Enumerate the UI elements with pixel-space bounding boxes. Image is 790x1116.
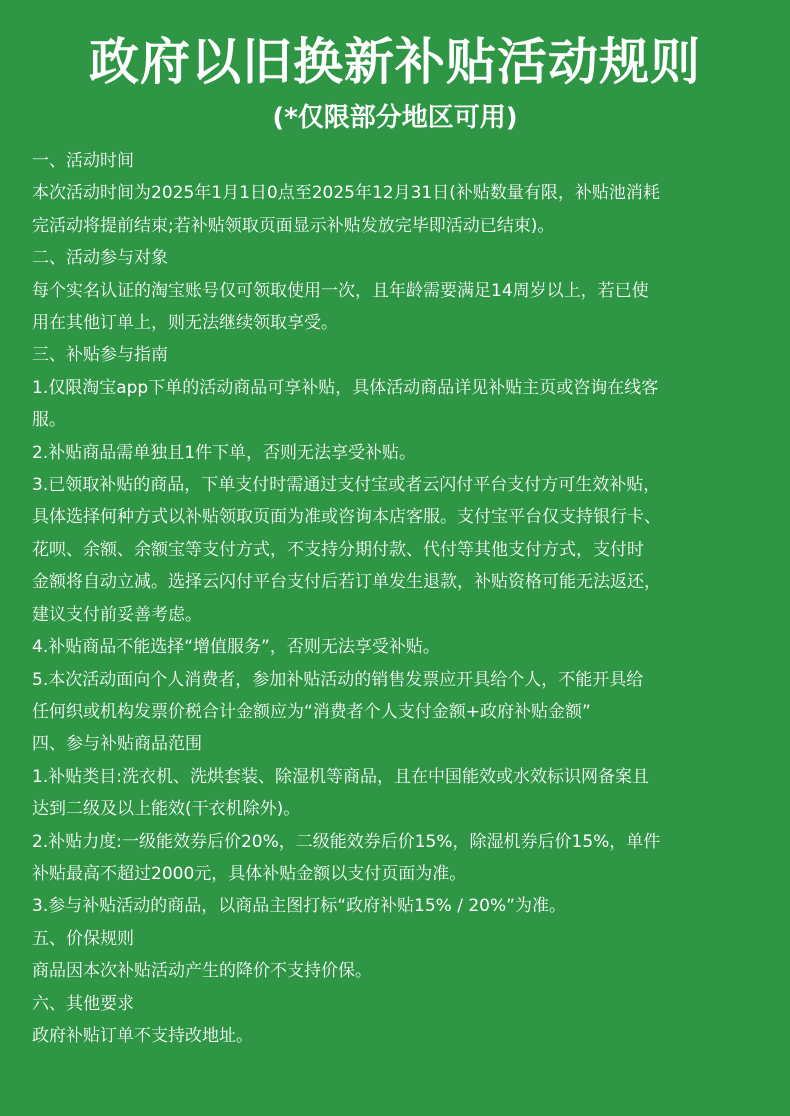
- rule-text-line: 用在其他订单上，则无法继续领取享受。: [32, 313, 338, 334]
- rule-text-line: 服。: [32, 410, 66, 431]
- rule-text-line: 建议支付前妥善考虑。: [32, 604, 202, 625]
- rule-text-line: 完活动将提前结束;若补贴领取页面显示补贴发放完毕即活动已结束)。: [32, 215, 555, 236]
- rule-text-line: 1.仅限淘宝app下单的活动商品可享补贴，具体活动商品详见补贴主页或咨询在线客: [32, 377, 659, 398]
- page-title: 政府以旧换新补贴活动规则: [89, 33, 701, 91]
- rule-text-line: 金额将自动立减。选择云闪付平台支付后若订单发生退款，补贴资格可能无法返还，: [32, 572, 661, 593]
- rule-text-line: 本次活动时间为2025年1月1日0点至2025年12月31日(补贴数量有限，补贴池消耗: [32, 183, 660, 204]
- section-heading-guide: 三、补贴参与指南: [32, 345, 168, 366]
- section-heading-scope: 四、参与补贴商品范围: [32, 734, 202, 755]
- section-heading-time: 一、活动时间: [32, 151, 134, 171]
- rule-text-line: 3.已领取补贴的商品，下单支付时需通过支付宝或者云闪付平台支付方可生效补贴，: [32, 475, 661, 496]
- section-heading-price-protection: 五、价保规则: [32, 928, 134, 949]
- section-heading-other: 六、其他要求: [32, 993, 134, 1014]
- rule-text-line: 1.补贴类目:洗衣机、洗烘套装、除湿机等商品，且在中国能效或水效标识网备案且: [32, 766, 649, 787]
- section-heading-participants: 二、活动参与对象: [32, 248, 168, 269]
- rule-text-line: 4.补贴商品不能选择“增值服务”，否则无法享受补贴。: [32, 637, 440, 658]
- rule-text-line: 3.参与补贴活动的商品，以商品主图打标“政府补贴15% / 20%”为准。: [32, 896, 566, 917]
- rule-text-line: 花呗、余额、余额宝等支付方式，不支持分期付款、代付等其他支付方式，支付时: [32, 539, 644, 560]
- rule-text-line: 5.本次活动面向个人消费者，参加补贴活动的销售发票应开具给个人，不能开具给: [32, 669, 644, 690]
- rule-text-line: 补贴最高不超过2000元，具体补贴金额以支付页面为准。: [32, 863, 467, 884]
- rule-text-line: 政府补贴订单不支持改地址。: [32, 1025, 253, 1046]
- rule-text-line: 任何织或机构发票价税合计金额应为“消费者个人支付金额+政府补贴金额”: [32, 701, 591, 722]
- rule-text-line: 达到二级及以上能效(干衣机除外)。: [32, 799, 301, 820]
- rule-text-line: 具体选择何种方式以补贴领取页面为准或咨询本店客服。支付宝平台仅支持银行卡、: [32, 507, 661, 528]
- rule-text-line: 2.补贴力度:一级能效券后价20%，二级能效券后价15%，除湿机券后价15%，单件: [32, 831, 661, 852]
- rule-text-line: 每个实名认证的淘宝账号仅可领取使用一次，且年龄需要满足14周岁以上，若已使: [32, 280, 649, 301]
- rule-text-line: 商品因本次补贴活动产生的降价不支持价保。: [32, 961, 372, 982]
- page-subtitle: (*仅限部分地区可用): [272, 103, 518, 133]
- rules-content: [32, 145, 768, 1052]
- rule-text-line: 2.补贴商品需单独且1件下单，否则无法享受补贴。: [32, 442, 417, 463]
